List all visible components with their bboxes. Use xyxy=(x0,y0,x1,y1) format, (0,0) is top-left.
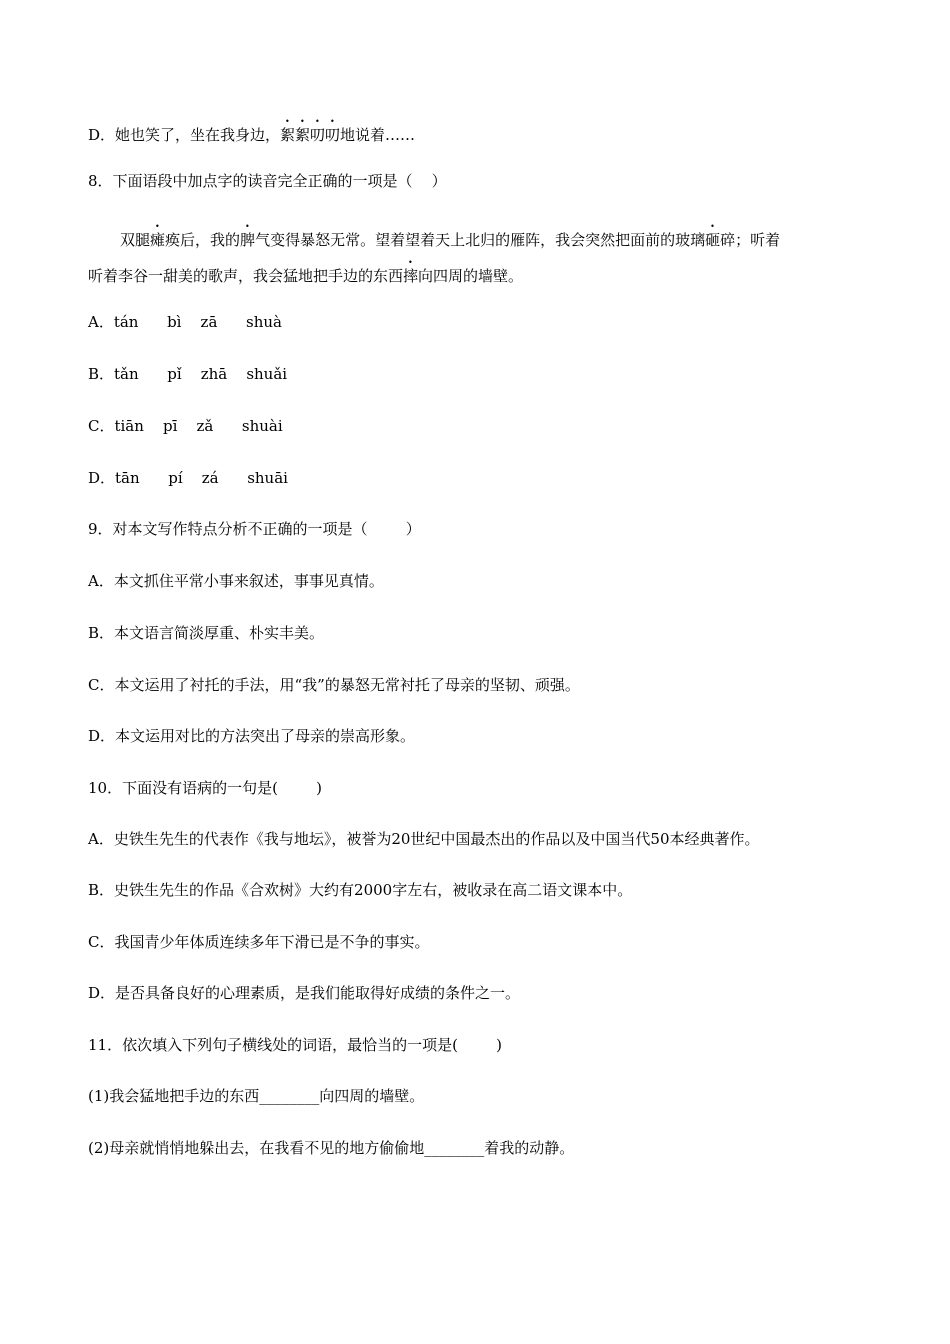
text-segment: 气变得暴怒无常。望着望着天上北归的雁阵，我会突然把面前的玻璃 xyxy=(255,231,706,249)
text-segment: 地说着…… xyxy=(340,126,416,144)
q10-option-a xyxy=(88,829,760,849)
text-segment: 9．对本文写作特点分析不正确的一项是（ ） xyxy=(88,520,421,538)
text-segment: A．本文抓住平常小事来叙述，事事见真情。 xyxy=(88,572,384,590)
q8-option-a xyxy=(88,312,282,332)
text-segment: C．tiān pī zǎ shuài xyxy=(88,417,283,435)
q11-sentence-2 xyxy=(88,1138,574,1158)
text-segment: 向四周的墙壁。 xyxy=(418,267,524,285)
text-segment: 碎；听着 xyxy=(720,231,781,249)
text-segment: D．她也笑了，坐在我身边， xyxy=(88,126,281,144)
text-segment: (2)母亲就悄悄地躲出去，在我看不见的地方偷偷地________着我的动静。 xyxy=(88,1139,575,1157)
emphasized-text: 瘫 xyxy=(150,231,166,249)
q8-passage-line1 xyxy=(120,222,780,250)
text-segment: 听着李谷一甜美的歌声，我会猛地把手边的东西 xyxy=(88,267,404,285)
q10-option-b xyxy=(88,880,632,900)
q8-passage-line2 xyxy=(88,258,523,286)
q9-option-a xyxy=(88,571,384,591)
text-segment: (1)我会猛地把手边的东西________向四周的墙壁。 xyxy=(88,1087,425,1105)
emphasized-text: 摔 xyxy=(403,267,419,285)
q7-option-d xyxy=(88,117,415,145)
text-segment: D．tān pí zá shuāi xyxy=(88,469,288,487)
text-segment: 11．依次填入下列句子横线处的词语，最恰当的一项是( ) xyxy=(88,1036,502,1054)
text-segment: D．是否具备良好的心理素质，是我们能取得好成绩的条件之一。 xyxy=(88,984,521,1002)
q10-question xyxy=(88,778,322,798)
q10-option-d xyxy=(88,983,520,1003)
text-segment: 痪后，我的 xyxy=(165,231,241,249)
q10-option-c xyxy=(88,932,429,952)
q11-sentence-1 xyxy=(88,1086,424,1106)
q9-option-b xyxy=(88,623,324,643)
text-segment: A．史铁生先生的代表作《我与地坛》，被誉为20世纪中国最杰出的作品以及中国当代50本经典著作。 xyxy=(88,830,760,848)
emphasized-text: 砸 xyxy=(705,231,721,249)
text-segment: 10．下面没有语病的一句是( ) xyxy=(88,779,322,797)
text-segment: C．我国青少年体质连续多年下滑已是不争的事实。 xyxy=(88,933,430,951)
q9-option-d xyxy=(88,726,415,746)
q9-question xyxy=(88,519,421,539)
text-segment: A．tán bì zā shuà xyxy=(88,313,282,331)
text-segment: B．tǎn pǐ zhā shuǎi xyxy=(88,365,288,383)
text-segment: 8．下面语段中加点字的读音完全正确的一项是（ ） xyxy=(88,172,447,190)
q11-question xyxy=(88,1035,502,1055)
q8-option-d xyxy=(88,468,288,488)
text-segment: B．史铁生先生的作品《合欢树》大约有2000字左右，被收录在高二语文课本中。 xyxy=(88,881,633,899)
q8-question xyxy=(88,171,447,191)
q9-option-c xyxy=(88,675,580,695)
text-segment: C．本文运用了衬托的手法，用“我”的暴怒无常衬托了母亲的坚韧、顽强。 xyxy=(88,676,580,694)
emphasized-text: 絮絮叨叨 xyxy=(280,126,341,144)
text-segment: 双腿 xyxy=(120,231,151,249)
emphasized-text: 脾 xyxy=(240,231,256,249)
q8-option-c xyxy=(88,416,283,436)
text-segment: B．本文语言简淡厚重、朴实丰美。 xyxy=(88,624,325,642)
q8-option-b xyxy=(88,364,287,384)
text-segment: D．本文运用对比的方法突出了母亲的崇高形象。 xyxy=(88,727,416,745)
